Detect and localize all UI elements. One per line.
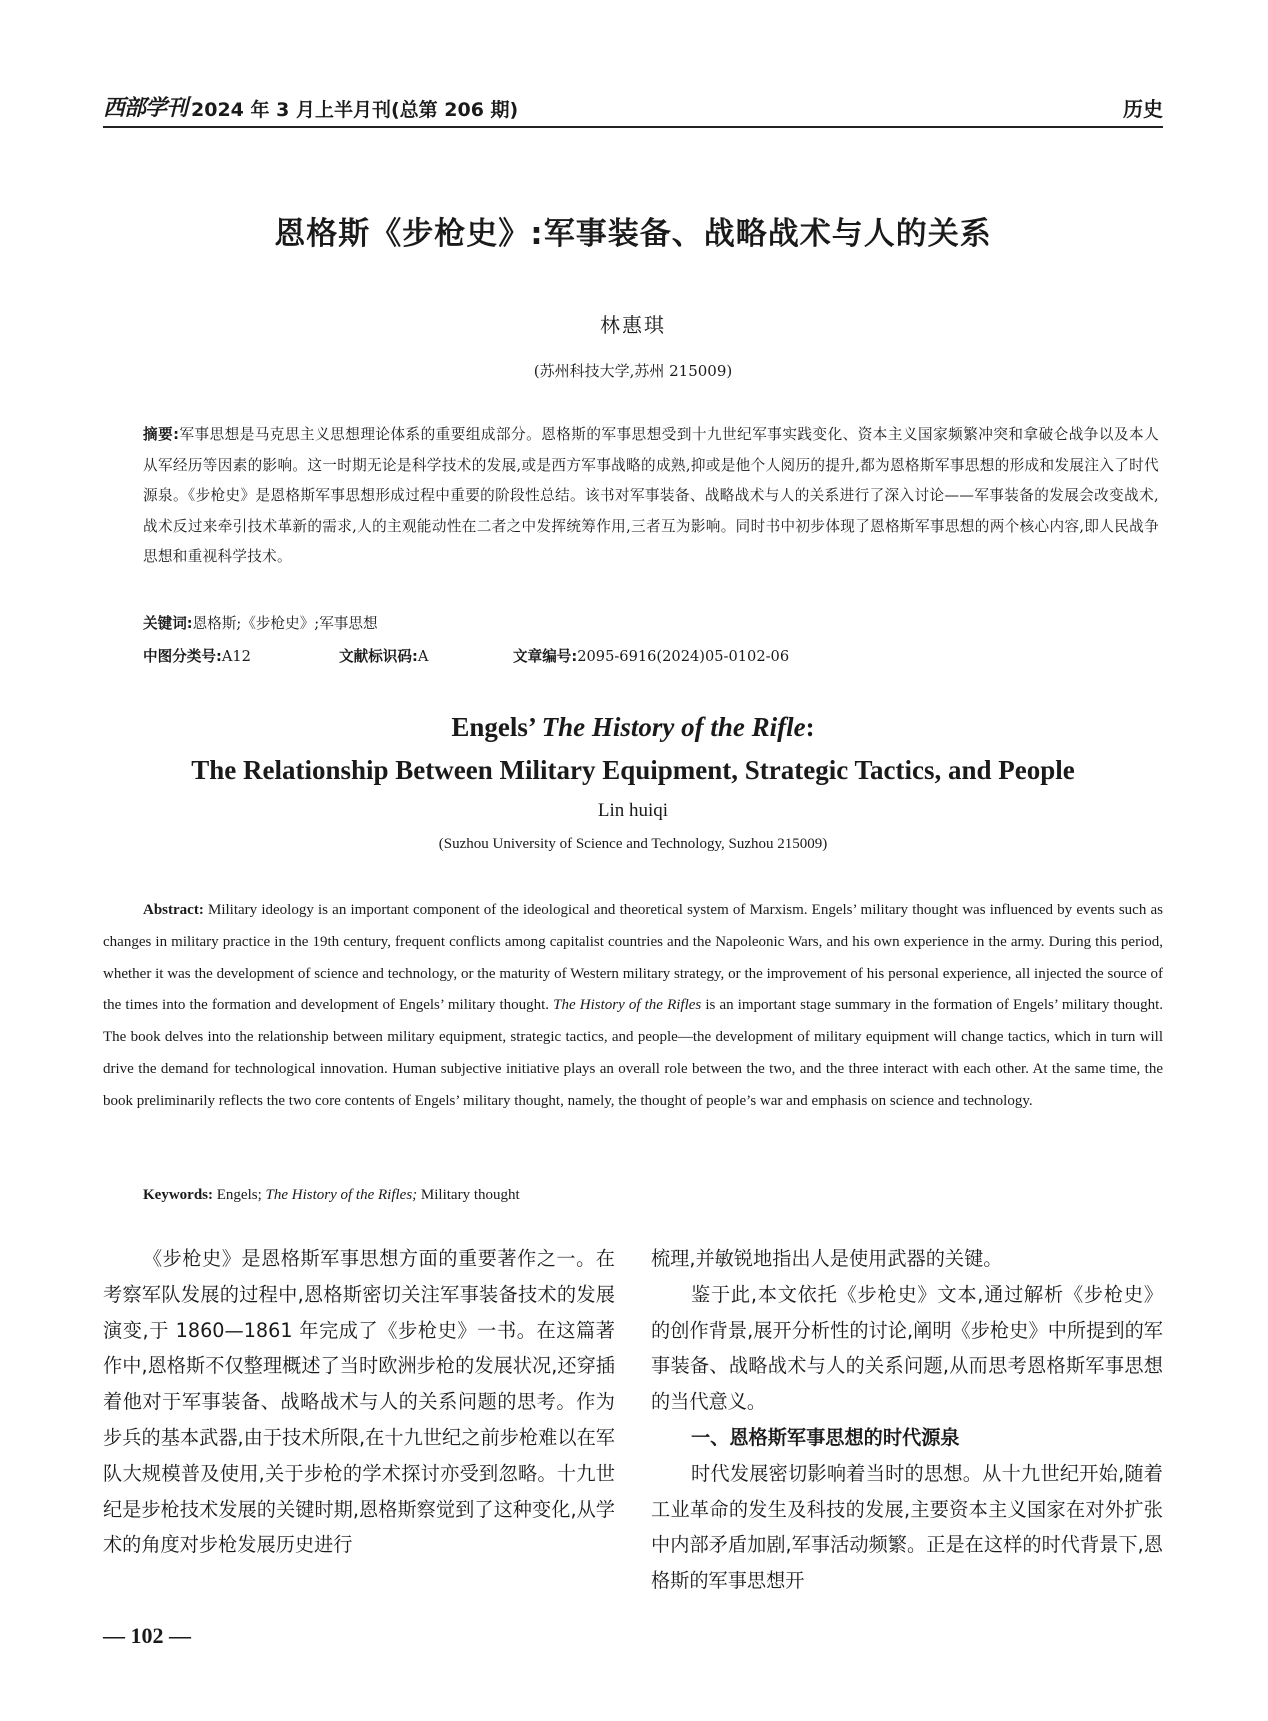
article-label: 文章编号: — [513, 648, 578, 665]
body-paragraph: 《步枪史》是恩格斯军事思想方面的重要著作之一。在考察军队发展的过程中,恩格斯密切关注军事装备技术的发展演变,于 1860—1861 年完成了《步枪史》一书。在这篇著作中,恩格斯不仅整理概述了当时欧洲步枪的发展状况,还穿插着他对于军事装备、战略战术与人的关系问题的思考。作为步兵的基本武器,由于技术所限,在十九世纪之前步枪难以在军队大规模普及使用,关于步枪的学术探讨亦受到忽略。十九世纪是步枪技术发展的关键时期,恩格斯察觉到了这种变化,从学术的角度对步枪发展历史进行 — [103, 1247, 615, 1557]
cn-abstract — [143, 420, 1159, 573]
en-abstract-text-2: is an important stage summary in the formation of Engels’ military thought. The book delves into the relationship between military equipment, strategic tactics, and people—the development of military equipment will change tactics, which in turn will drive the demand for technological innovation. Human subjective initiative plays an overall role between the two, and the three interact with each other. At the same time, the book preliminarily reflects the two core contents of Engels’ military thought, namely, the thought of people’s war and emphasis on science and technology. — [103, 997, 1164, 1109]
body-paragraph: 梳理,并敏锐地指出人是使用武器的关键。 — [651, 1247, 1003, 1270]
cn-keywords — [143, 612, 1159, 636]
journal-issue: 2024 年 3 月上半月刊(总第 206 期) — [191, 99, 519, 121]
body-paragraph: 时代发展密切影响着当时的思想。从十九世纪开始,随着工业革命的发生及科技的发展,主要资本主义国家在对外扩张中内部矛盾加剧,军事活动频繁。正是在这样的时代背景下,恩格斯的军事思想开 — [651, 1461, 1163, 1593]
en-title-suffix: : — [805, 712, 815, 742]
clc-label: 中图分类号: — [143, 648, 222, 665]
doc-label: 文献标识码: — [339, 648, 418, 665]
article-value: 2095-6916(2024)05-0102-06 — [577, 648, 790, 665]
en-keywords-text-1: Engels; — [213, 1187, 266, 1203]
en-keywords-label: Keywords: — [143, 1187, 213, 1203]
section-heading: 一、恩格斯军事思想的时代源泉 — [691, 1425, 960, 1449]
en-keywords-italic: The History of the Rifles; — [265, 1187, 418, 1203]
en-abstract-italic: The History of the Rifles — [553, 997, 702, 1014]
en-abstract-text-1: Military ideology is an important component of the ideological and theoretical system of Marxism. Engels’ military thought was influenced by events such as changes in military practice in the 19th century, frequent conflicts among capitalist countries and the Napoleonic Wars, and his own experience in the army. During this period, whether it was the development of science and technology, or the maturity of Western military strategy, or the improvement of his personal experience, all injected the source of the times into the formation and development of Engels’ military thought. — [103, 902, 1163, 1014]
cn-meta — [143, 645, 1159, 669]
body-column-right — [651, 1241, 1163, 1599]
article-number — [513, 645, 789, 669]
en-author: Lin huiqi — [597, 800, 669, 821]
en-title-italic: The History of the Rifle — [541, 712, 806, 742]
en-keywords — [143, 1183, 1159, 1207]
en-title-prefix: Engels’ — [451, 712, 542, 742]
en-affiliation: (Suzhou University of Science and Technology, Suzhou 215009) — [438, 836, 828, 852]
cn-keywords-label: 关键词: — [143, 615, 193, 632]
section-name: 历史 — [1123, 97, 1163, 121]
journal-info — [103, 91, 518, 126]
en-abstract — [103, 895, 1163, 1118]
clc-value: A12 — [221, 648, 251, 665]
journal-logo: 西部学刊 — [103, 95, 188, 121]
cn-author: 林惠琪 — [600, 313, 666, 337]
en-abstract-label: Abstract: — [143, 902, 204, 918]
page-number: — 102 — — [103, 1623, 191, 1648]
cn-title: 恩格斯《步枪史》:军事装备、战略战术与人的关系 — [274, 216, 992, 252]
cn-abstract-text: 军事思想是马克思主义思想理论体系的重要组成部分。恩格斯的军事思想受到十九世纪军事实践变化、资本主义国家频繁冲突和拿破仑战争以及本人从军经历等因素的影响。这一时期无论是科学技术的发展,或是西方军事战略的成熟,抑或是他个人阅历的提升,都为恩格斯军事思想的形成和发展注入了时代源泉。《步枪史》是恩格斯军事思想形成过程中重要的阶段性总结。该书对军事装备、战略战术与人的关系进行了深入讨论——军事装备的发展会改变战术,战术反过来牵引技术革新的需求,人的主观能动性在二者之中发挥统筹作用,三者互为影响。同时书中初步体现了恩格斯军事思想的两个核心内容,即人民战争思想和重视科学技术。 — [143, 426, 1159, 566]
en-keywords-text-2: Military thought — [417, 1187, 520, 1203]
en-subtitle: The Relationship Between Military Equipment, Strategic Tactics, and People — [191, 755, 1075, 785]
cn-abstract-label: 摘要: — [143, 426, 180, 443]
doc-value: A — [417, 648, 429, 665]
clc-number — [143, 645, 339, 669]
cn-keywords-text: 恩格斯;《步枪史》;军事思想 — [192, 615, 378, 632]
running-header — [103, 92, 1163, 128]
doc-code — [339, 645, 513, 669]
cn-affiliation: (苏州科技大学,苏州 215009) — [533, 362, 733, 380]
body-column-left — [103, 1241, 615, 1563]
body-paragraph: 鉴于此,本文依托《步枪史》文本,通过解析《步枪史》的创作背景,展开分析性的讨论,阐明《步枪史》中所提到的军事装备、战略战术与人的关系问题,从而思考恩格斯军事思想的当代意义。 — [651, 1282, 1163, 1414]
en-title — [103, 712, 1163, 743]
